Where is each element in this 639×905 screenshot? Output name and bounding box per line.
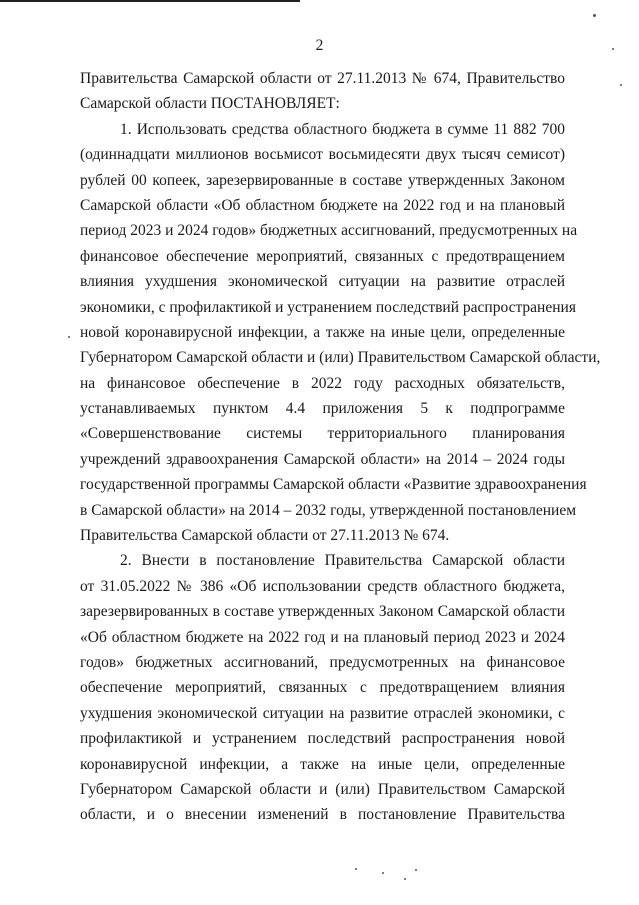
- text-line: Правительства Самарской области от 27.11.2013 № 674, Правительство: [80, 70, 565, 87]
- text-line: профилактикой и устранением последствий распространения новой: [80, 730, 565, 748]
- scan-speck: [404, 878, 406, 880]
- text-line: ухудшения экономической ситуации на развитие отраслей экономики, с: [80, 704, 565, 722]
- document-body: [80, 66, 601, 828]
- top-border-line: [0, 0, 300, 2]
- scan-speck: [593, 14, 596, 17]
- paragraph: [80, 548, 565, 827]
- text-line: «Об областном бюджете на 2022 год и на плановый период 2023 и 2024: [80, 628, 565, 646]
- text-line: Губернатором Самарской области и (или) Правительством Самарской области,: [80, 349, 601, 367]
- scan-speck: [68, 336, 70, 338]
- text-line: 2. Внести в постановление Правительства Самарской области: [120, 552, 565, 570]
- scan-speck: [415, 869, 417, 871]
- scan-speck: [620, 84, 622, 86]
- text-line: области, и о внесении изменений в постановление Правительства: [80, 806, 565, 824]
- text-line: период 2023 и 2024 годов» бюджетных ассигнований, предусмотренных на: [80, 222, 578, 240]
- text-line: устанавливаемых пунктом 4.4 приложения 5 к подпрограмме: [80, 400, 565, 418]
- scan-speck: [382, 872, 384, 874]
- text-line: государственной программы Самарской области «Развитие здравоохранения: [80, 476, 587, 494]
- text-line: на финансовое обеспечение в 2022 году расходных обязательств,: [80, 374, 565, 392]
- scan-speck: [355, 868, 357, 870]
- text-line: годов» бюджетных ассигнований, предусмотренных на финансовое: [80, 653, 565, 671]
- text-line: Губернатором Самарской области и (или) Правительством Самарской: [80, 780, 565, 798]
- text-line: влияния ухудшения экономической ситуации на развитие отраслей: [80, 273, 565, 291]
- text-line: учреждений здравоохранения Самарской области» на 2014 – 2024 годы: [80, 450, 565, 468]
- text-line: «Совершенствование системы территориального планирования: [80, 425, 565, 443]
- text-line: в Самарской области» на 2014 – 2032 годы, утвержденной постановлением: [80, 501, 577, 519]
- scan-speck: [612, 48, 614, 50]
- text-line: рублей 00 копеек, зарезервированные в составе утвержденных Законом: [80, 171, 565, 189]
- page-number: 2: [315, 37, 324, 54]
- text-line: финансовое обеспечение мероприятий, связанных с предотвращением: [80, 247, 565, 265]
- text-line: зарезервированных в составе утвержденных Законом Самарской области: [80, 603, 565, 621]
- text-line: Самарской области «Об областном бюджете на 2022 год и на плановый: [80, 196, 565, 214]
- text-line: новой коронавирусной инфекции, а также на иные цели, определенные: [80, 323, 565, 341]
- text-line: обеспечение мероприятий, связанных с предотвращением влияния: [80, 679, 565, 697]
- text-line: от 31.05.2022 № 386 «Об использовании средств областного бюджета,: [80, 577, 565, 595]
- text-line: 1. Использовать средства областного бюджета в сумме 11 882 700: [120, 120, 565, 138]
- text-line: Самарской области ПОСТАНОВЛЯЕТ:: [80, 95, 340, 113]
- text-line: (одиннадцати миллионов восьмисот восьмидесяти двух тысяч семисот): [80, 146, 565, 164]
- text-line: Правительства Самарской области от 27.11.2013 № 674.: [80, 527, 450, 545]
- paragraph: [80, 66, 565, 117]
- text-line: коронавирусной инфекции, а также на иные цели, определенные: [80, 755, 565, 773]
- paragraph: [80, 117, 601, 549]
- text-line: экономики, с профилактикой и устранением последствий распространения: [80, 298, 576, 316]
